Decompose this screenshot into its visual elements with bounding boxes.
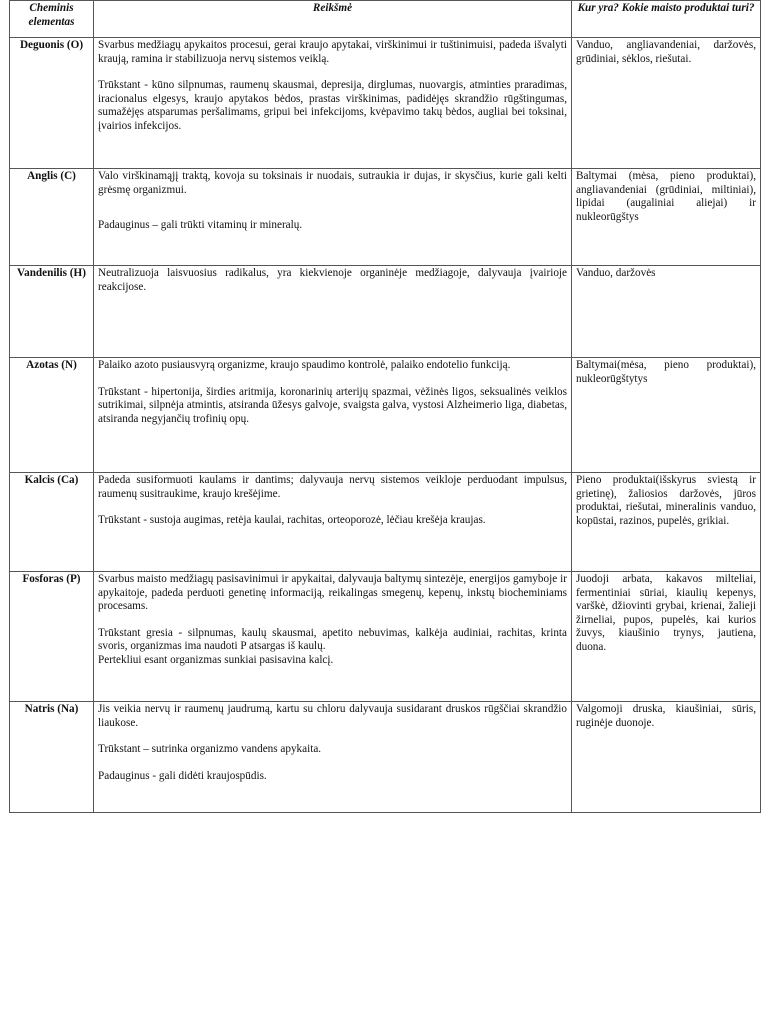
element-sources [572,358,761,473]
element-sources [572,266,761,358]
header-element: Cheminis elementas [10,1,94,38]
table-row [10,38,761,169]
table-row [10,169,761,266]
description-paragraph: Valo virškinamąjį traktą, kovoja su toksinais ir nuodais, sutraukia ir dujas, ir skysčius, kurie gali kelti grėsmę organizmui. [98,170,567,196]
description-paragraph: Trūkstant - hipertonija, širdies aritmija, koronarinių arterijų spazmai, vėžinės ligos, seksualinės veiklos sutrikimai, silpnėja atmintis, atsiranda ūžesys galvoje, svaigsta galva, vystosi Alzheimerio liga, diabetas, atsiranda negyjančių trofinių opų. [98,385,567,425]
description-paragraph: Padeda susiformuoti kaulams ir dantims; dalyvauja nervų sistemos veikloje perduodant impulsus, raumenų susitraukime, kraujo krešėjime. [98,474,567,500]
element-name: Natris (Na) [10,702,94,813]
element-name: Vandenilis (H) [10,266,94,358]
sources-text: Vanduo, angliavandeniai, daržovės, grūdiniai, sėklos, riešutai. [576,39,756,65]
element-description [94,473,572,572]
description-paragraph: Jis veikia nervų ir raumenų jaudrumą, kartu su chloru dalyvauja susidarant druskos rūgščiai skrandžio liaukose. [98,703,567,729]
table-row [10,358,761,473]
sources-text: Vanduo, daržovės [576,267,656,279]
element-sources [572,702,761,813]
description-paragraph: Palaiko azoto pusiausvyrą organizme, kraujo spaudimo kontrolė, palaiko endotelio funkciją. [98,359,511,371]
description-paragraph: Padauginus - gali didėti kraujospūdis. [98,769,267,782]
element-name: Anglis (C) [10,169,94,266]
sources-text: Pieno produktai(išskyrus sviestą ir grietinę), žaliosios daržovės, jūros produktai, riešutai, mineralinis vanduo, kopūstai, razinos, pupelės, grikiai. [576,474,756,527]
elements-table [9,0,761,813]
element-description [94,266,572,358]
sources-text: Baltymai(mėsa, pieno produktai), nukleorūgštytys [576,359,756,385]
element-description [94,38,572,169]
table-row [10,266,761,358]
element-name: Fosforas (P) [10,572,94,702]
description-paragraph: Trūkstant - kūno silpnumas, raumenų skausmai, depresija, dirglumas, nuovargis, atminties praradimas, iracionalus elgesys, kraujo apytakos bėdos, prastas virškinimas, padidėjęs skrandžio rūgštingumas, sumažėjęs atsparumas peršalimams, gripui bei infekcijoms, kvėpavimo takų bėdos, augliai bei toksinai, įvairios infekcijos. [98,79,567,132]
description-paragraph: Svarbus maisto medžiagų pasisavinimui ir apykaitai, dalyvauja baltymų sintezėje, energijos gamyboje ir apykaitoje, padeda perduoti genetinę informaciją, reikalingas smegenų, kepenų, inkstų biocheminiams procesams. [98,573,567,613]
description-paragraph: Trūkstant – sutrinka organizmo vandens apykaita. [98,743,322,756]
description-paragraph: Svarbus medžiagų apykaitos procesui, gerai kraujo apytakai, virškinimui ir tuštinimuisi, padeda išvalyti kraują, ramina ir stabilizuoja nervų sistemos veiklą. [98,39,567,65]
element-sources [572,38,761,169]
table-row [10,473,761,572]
element-name: Kalcis (Ca) [10,473,94,572]
description-paragraph: Neutralizuoja laisvuosius radikalus, yra kiekvienoje organinėje medžiagoje, dalyvauja įvairioje reakcijose. [98,267,567,293]
element-sources [572,473,761,572]
header-row [10,1,761,38]
sources-text: Valgomoji druska, kiaušiniai, sūris, ruginėje duonoje. [576,703,756,729]
description-paragraph: Trūkstant gresia - silpnumas, kaulų skausmai, apetito nebuvimas, kalkėja audiniai, rachitas, krinta svoris, organizmas ima naudoti P atsargas iš kaulų. [98,626,567,653]
header-meaning: Reikšmė [94,1,572,38]
table-row [10,572,761,702]
description-paragraph: Pertekliui esant organizmas sunkiai pasisavina kalcį. [98,653,334,666]
description-paragraph: Trūkstant - sustoja augimas, retėja kaulai, rachitas, orteoporozė, lėčiau krešėja kraujas. [98,514,486,527]
element-name: Deguonis (O) [10,38,94,169]
element-sources [572,169,761,266]
element-name: Azotas (N) [10,358,94,473]
sources-text: Baltymai (mėsa, pieno produktai), angliavandeniai (grūdiniai, miltiniai), lipidai (augaliniai aliejai) ir nukleorūgštys [576,170,756,223]
element-description [94,358,572,473]
element-description [94,702,572,813]
table-row [10,702,761,813]
element-sources [572,572,761,702]
element-description [94,572,572,702]
sources-text: Juodoji arbata, kakavos milteliai, fermentiniai sūriai, kiaulių kepenys, varškė, džiovinti grybai, krienai, žalieji žirneliai, pupos, pupelės, kai kurios žuvys, kiaušinio trynys, jautiena, duona. [576,573,756,653]
description-paragraph: Padauginus – gali trūkti vitaminų ir mineralų. [98,219,303,232]
header-sources: Kur yra? Kokie maisto produktai turi? [572,1,761,38]
element-description [94,169,572,266]
